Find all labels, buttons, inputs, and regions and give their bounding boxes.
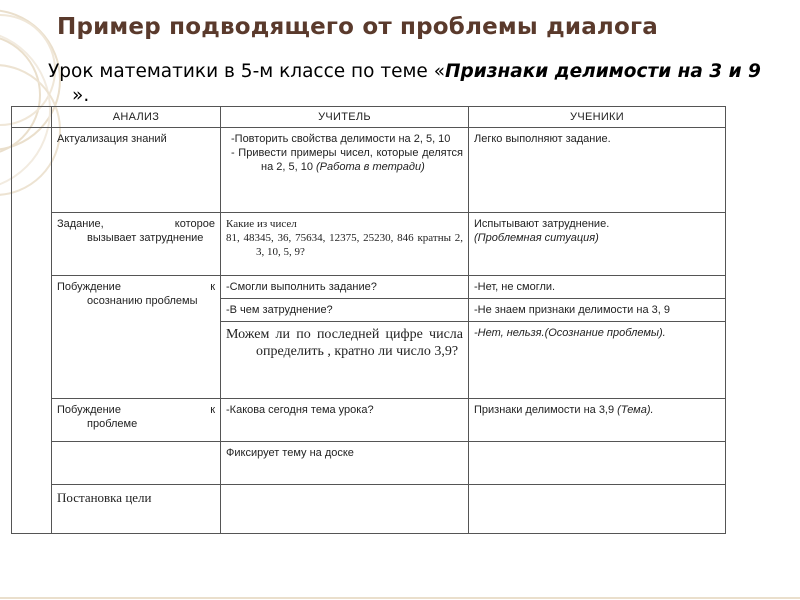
header-teacher: УЧИТЕЛЬ bbox=[221, 107, 469, 128]
subtitle-topic: Признаки делимости на 3 и 9 bbox=[445, 61, 761, 82]
dialog-table bbox=[11, 106, 726, 534]
students-italic-note: (Проблемная ситуация) bbox=[474, 232, 599, 244]
teacher-cell bbox=[221, 213, 469, 276]
table-header-row bbox=[12, 107, 726, 128]
analysis-text: проблеме bbox=[87, 418, 138, 430]
teacher-cell bbox=[221, 485, 469, 534]
teacher-cell bbox=[221, 322, 469, 399]
students-cell: -Нет, не смогли. bbox=[469, 276, 726, 299]
students-cell: Легко выполняют задание. bbox=[469, 128, 726, 213]
table-row bbox=[12, 213, 726, 276]
table-row bbox=[12, 442, 726, 485]
subtitle-prefix: Урок математики в 5-м классе по теме « bbox=[48, 61, 446, 82]
analysis-cell bbox=[52, 128, 221, 213]
table-row bbox=[12, 399, 726, 442]
analysis-text: осознанию проблемы bbox=[87, 295, 198, 307]
table-row bbox=[12, 485, 726, 534]
analysis-cell bbox=[52, 399, 221, 442]
analysis-text: к bbox=[210, 281, 215, 293]
teacher-line bbox=[226, 146, 463, 174]
teacher-cell: -Какова сегодня тема урока? bbox=[221, 399, 469, 442]
header-students: УЧЕНИКИ bbox=[469, 107, 726, 128]
subtitle-suffix: ». bbox=[72, 85, 90, 106]
students-cell bbox=[469, 322, 726, 399]
students-text: Испытывают затруднение. bbox=[474, 218, 610, 230]
analysis-text: Побуждение bbox=[57, 404, 121, 416]
students-cell bbox=[469, 442, 726, 485]
analysis-cell bbox=[52, 442, 221, 485]
teacher-text: 81, 48345, 36, 75634, 12375, 25230, 846 кратны 2, 3, 10, 5, 9? bbox=[226, 232, 463, 258]
analysis-text: Актуализация знаний bbox=[57, 133, 167, 145]
side-column bbox=[12, 107, 52, 128]
analysis-text: Побуждение bbox=[57, 281, 121, 293]
teacher-text: Какие из чисел bbox=[226, 218, 297, 230]
students-text: Признаки делимости на 3,9 bbox=[474, 404, 618, 416]
table-row bbox=[12, 276, 726, 299]
teacher-text: - Привести примеры чисел, которые делятся на 2, 5, 10 bbox=[231, 147, 463, 173]
table-row bbox=[12, 128, 726, 213]
teacher-text: Можем ли по последней цифре числа определить , кратно ли число 3,9? bbox=[226, 327, 463, 359]
slide-subtitle bbox=[48, 58, 768, 106]
analysis-text: вызывает затруднение bbox=[87, 232, 204, 244]
students-cell bbox=[469, 399, 726, 442]
analysis-text: которое bbox=[174, 218, 215, 230]
teacher-cell bbox=[221, 128, 469, 213]
header-analysis: АНАЛИЗ bbox=[52, 107, 221, 128]
slide-title: Пример подводящего от проблемы диалога bbox=[57, 14, 658, 40]
teacher-cell: -Смогли выполнить задание? bbox=[221, 276, 469, 299]
students-cell bbox=[469, 213, 726, 276]
analysis-text: к bbox=[210, 404, 215, 416]
teacher-line: -Повторить свойства делимости на 2, 5, 10 bbox=[231, 133, 451, 145]
analysis-cell bbox=[52, 276, 221, 399]
students-italic-note: (Тема). bbox=[617, 404, 654, 416]
students-cell: -Не знаем признаки делимости на 3, 9 bbox=[469, 299, 726, 322]
teacher-italic-note: (Работа в тетради) bbox=[316, 161, 425, 173]
students-cell bbox=[469, 485, 726, 534]
teacher-cell: -В чем затруднение? bbox=[221, 299, 469, 322]
side-column bbox=[12, 128, 52, 534]
students-italic-note: -Нет, нельзя.(Осознание проблемы). bbox=[474, 327, 666, 339]
teacher-cell: Фиксирует тему на доске bbox=[221, 442, 469, 485]
analysis-text: Задание, bbox=[57, 218, 104, 230]
analysis-cell: Постановка цели bbox=[52, 485, 221, 534]
analysis-cell bbox=[52, 213, 221, 276]
